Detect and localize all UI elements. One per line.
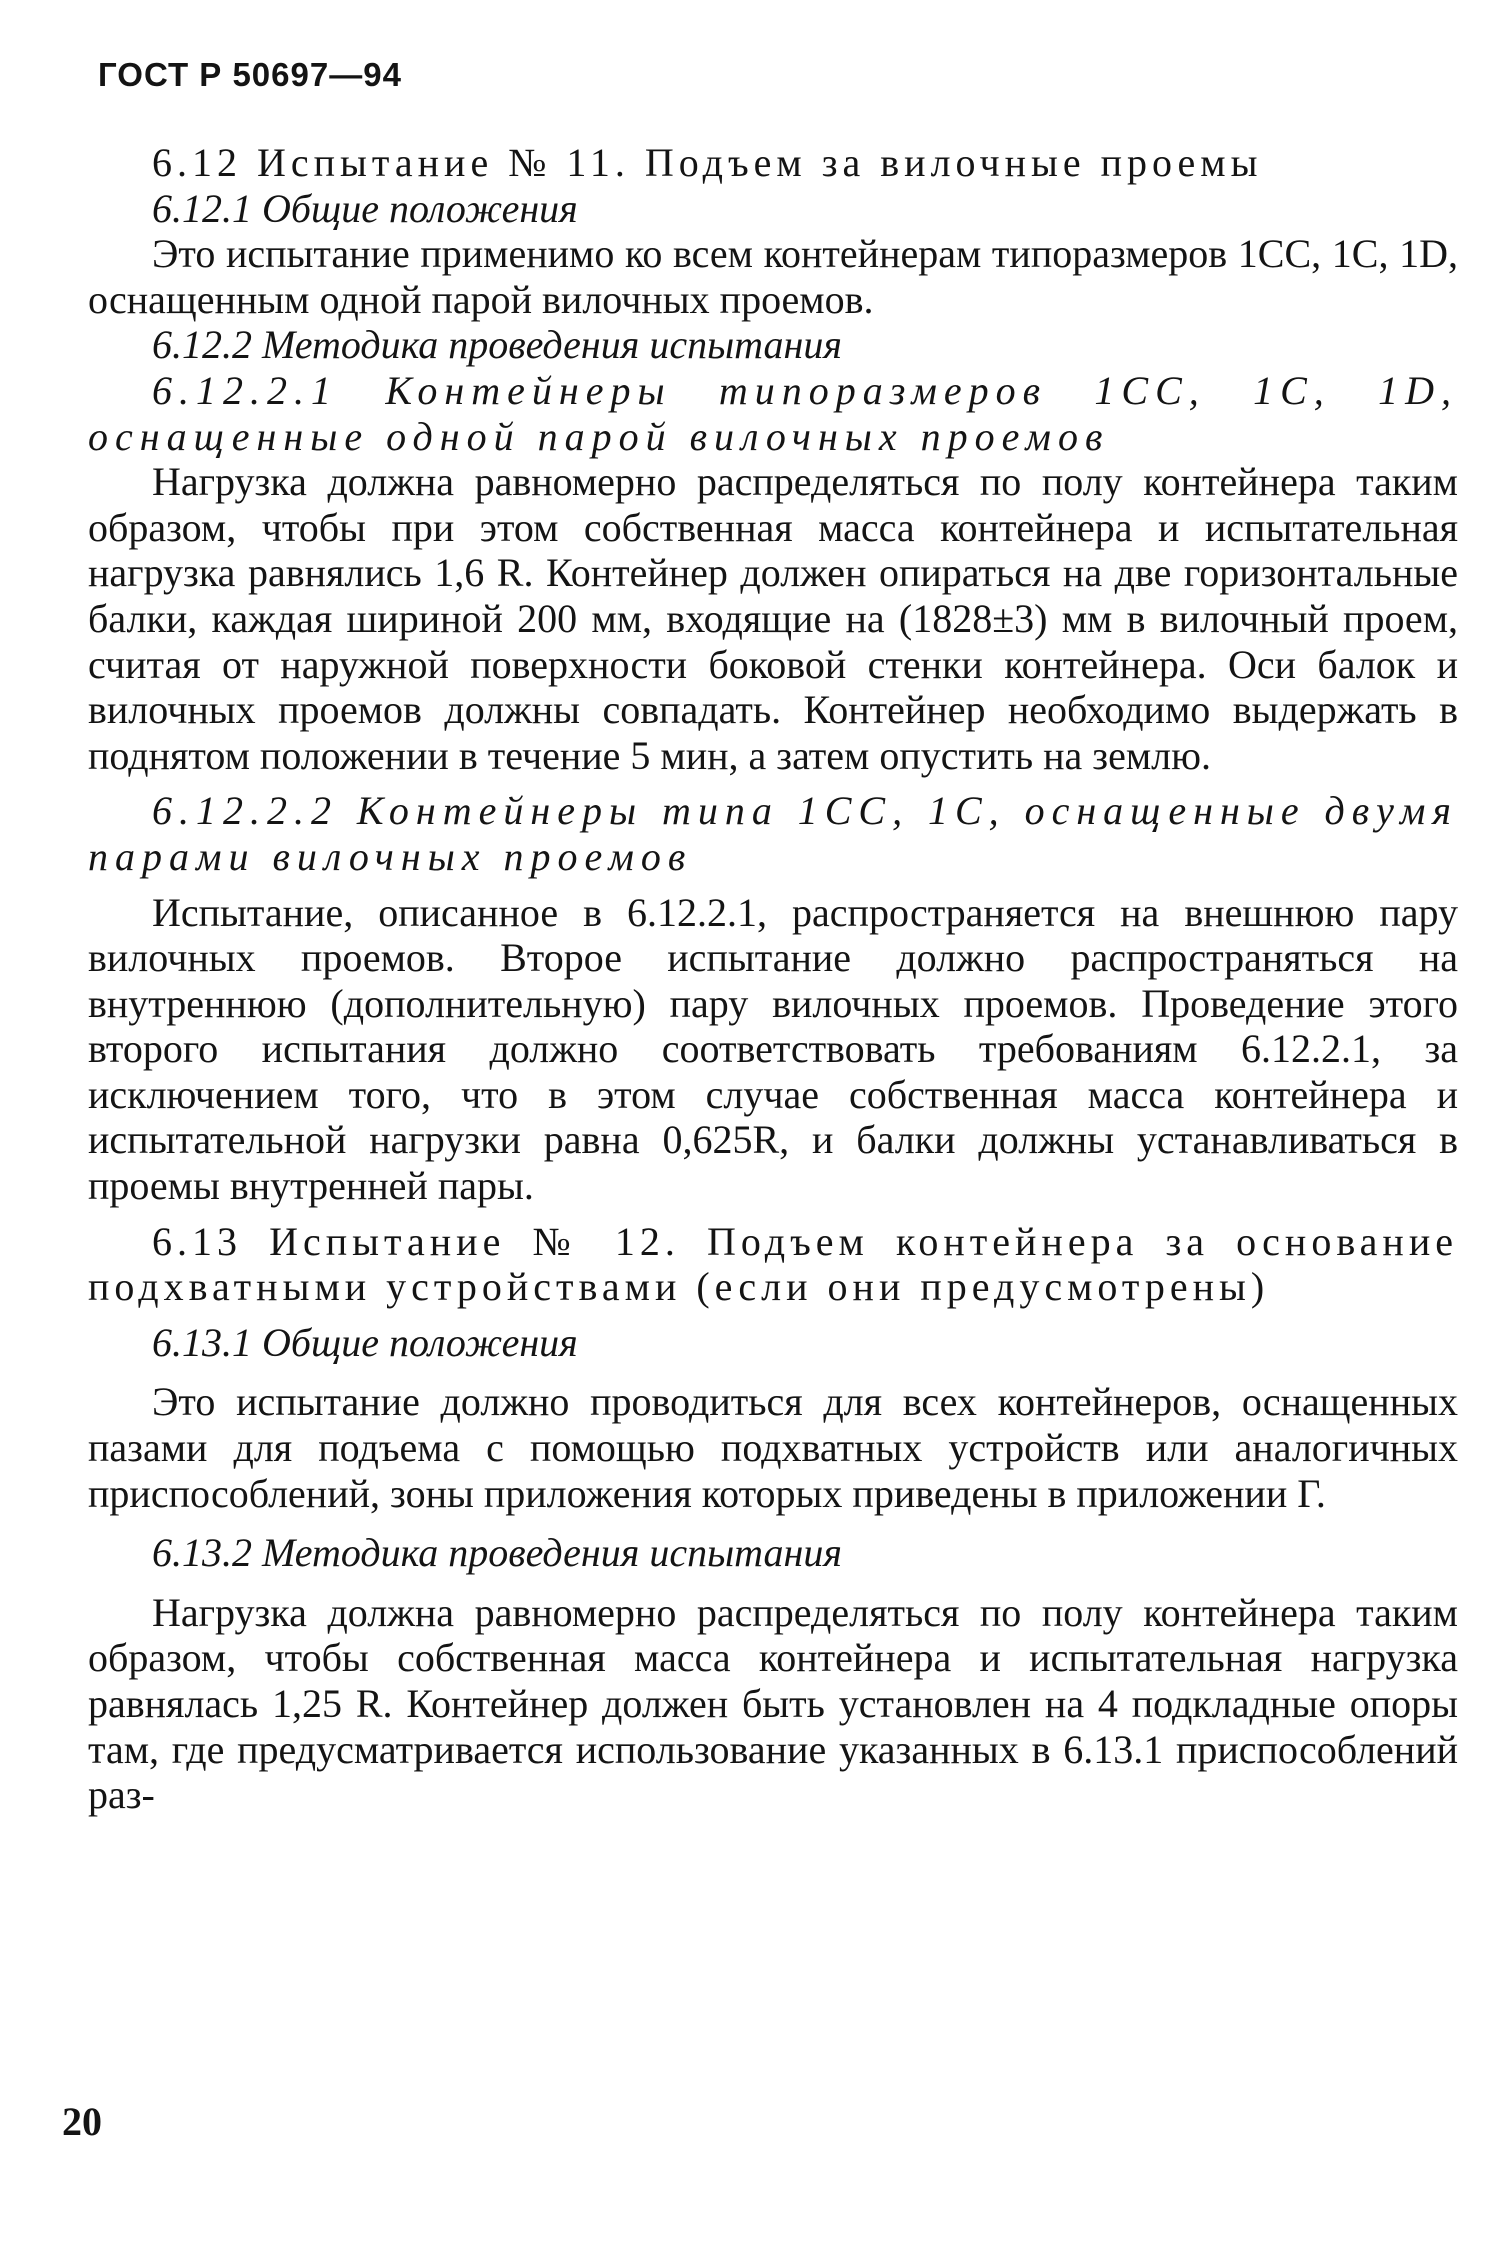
section-6-12-2-heading: 6.12.2 Методика проведения испытания xyxy=(152,322,842,368)
section-6-12-2-1-text: Нагрузка должна равномерно распределяться по полу контейнера таким образом, чтобы при этом собственная масса контейнера и испытательная нагрузка равнялись 1,6 R. Контейнер должен опираться на две горизонтальные балки, каждая шириной 200 мм, входящие на (1828±3) мм в вилочный проем, считая от наружной поверхности боковой стенки контейнера. Оси балок и вилочных проемов должны совпадать. Контейнер необходимо выдержать в поднятом положении в течение 5 мин, а затем опустить на землю. xyxy=(88,459,1458,778)
section-6-12-2-2-text: Испытание, описанное в 6.12.2.1, распространяется на внешнюю пару вилочных проемов. Второе испытание должно распространяться на внутреннюю (дополнительную) пару вилочных проемов. Проведение этого второго испытания должно соответствовать требованиям 6.12.2.1, за исключением того, что в этом случае собственная масса контейнера и испытательной нагрузки равна 0,625R, и балки должны устанавливаться в проемы внутренней пары. xyxy=(88,889,1458,1209)
section-6-13-1-text: Это испытание должно проводиться для всех контейнеров, оснащенных пазами для подъема с помощью подхватных устройств или аналогичных приспособлений, зоны приложения которых приведены в приложении Г. xyxy=(88,1379,1458,1516)
section-6-12-1-text: Это испытание применимо ко всем контейнерам типоразмеров 1СС, 1С, 1D, оснащенным одной парой вилочных проемов. xyxy=(88,231,1458,322)
page-number: 20 xyxy=(62,2099,102,2144)
section-6-13-2-text: Нагрузка должна равномерно распределяться по полу контейнера таким образом, чтобы собственная масса контейнера и испытательная нагрузка равнялась 1,25 R. Контейнер должен быть установлен на 4 подкладные опоры там, где предусматривается использование указанных в 6.13.1 приспособлений раз- xyxy=(88,1589,1458,1818)
section-6-13-title: 6.13 Испытание № 12. Подъем контейнера за основание подхватными устройствами (если они предусмотрены) xyxy=(88,1218,1458,1310)
section-6-13-1-heading: 6.13.1 Общие положения xyxy=(152,1319,578,1365)
section-6-12-2-2-heading: 6.12.2.2 Контейнеры типа 1СС, 1С, оснащенные двумя парами вилочных проемов xyxy=(88,788,1458,879)
section-6-12-1-heading: 6.12.1 Общие положения xyxy=(152,185,578,231)
section-6-13-2-heading: 6.13.2 Методика проведения испытания xyxy=(152,1530,842,1576)
section-6-12-title: 6.12 Испытание № 11. Подъем за вилочные проемы xyxy=(152,140,1263,185)
page-body xyxy=(88,140,1458,1818)
section-6-12-2-1-heading: 6.12.2.1 Контейнеры типоразмеров 1СС, 1С, 1D, оснащенные одной парой вилочных проемов xyxy=(88,367,1458,459)
page-header-standard: ГОСТ Р 50697—94 xyxy=(98,56,402,93)
